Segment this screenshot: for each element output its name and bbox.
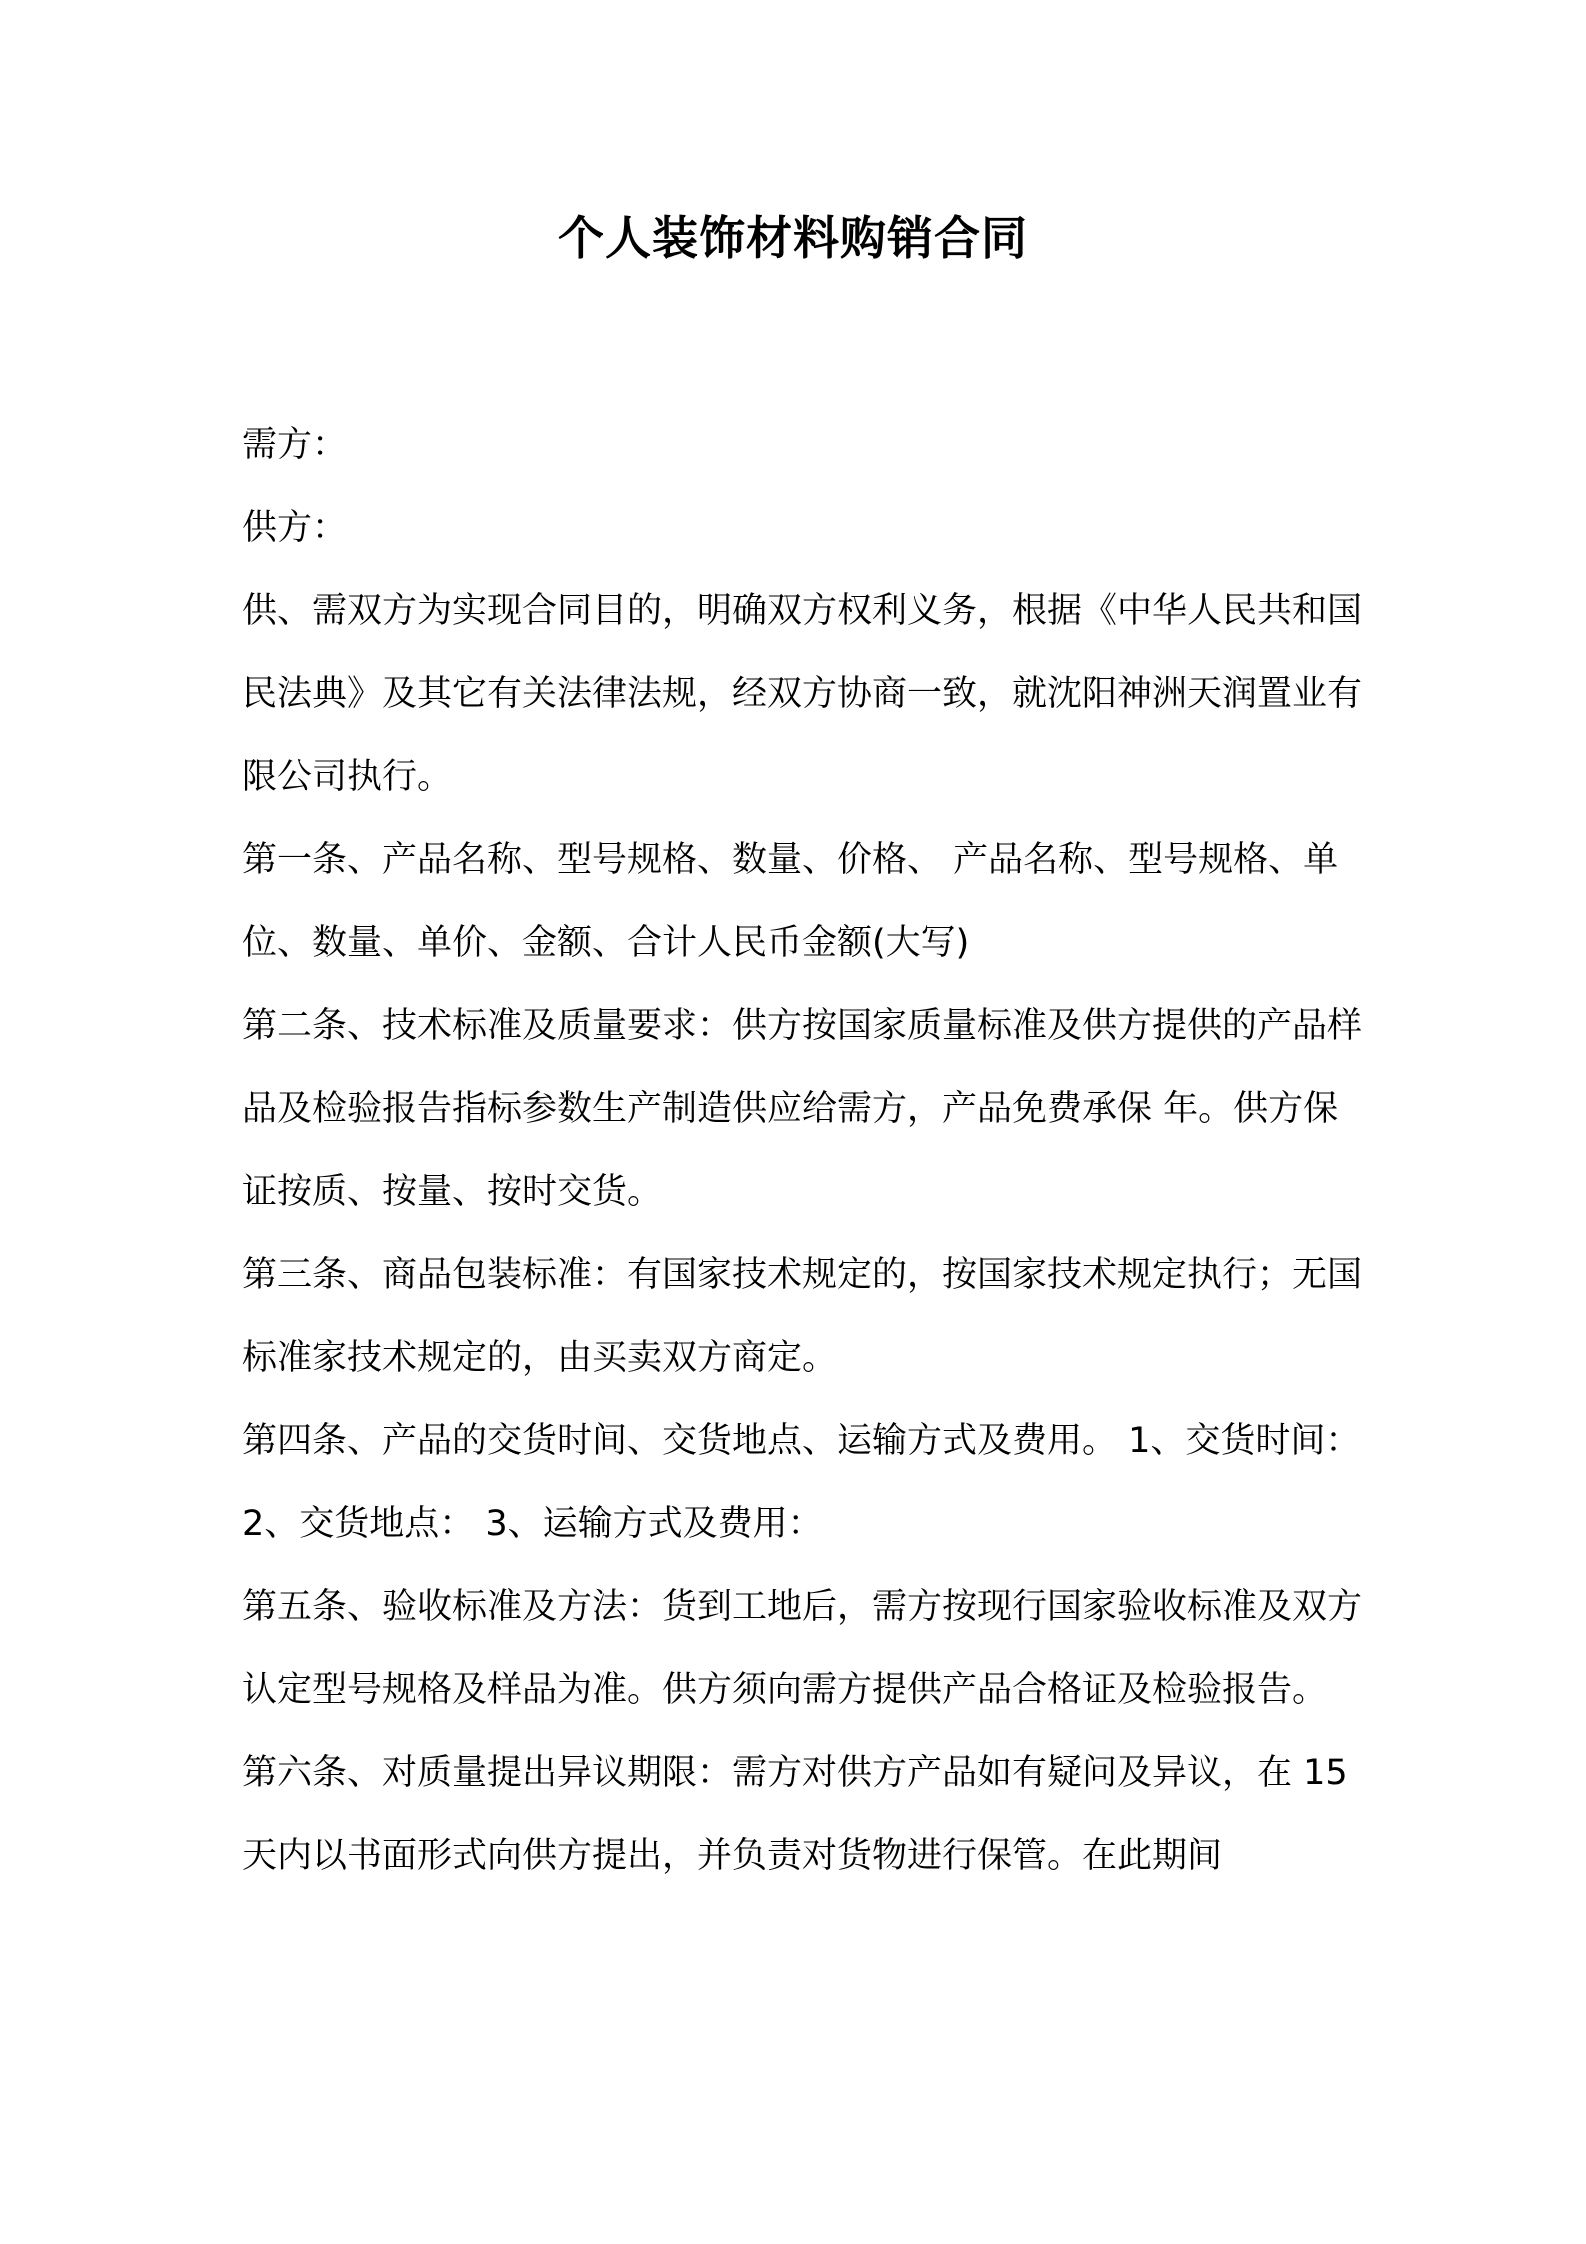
document-body: [242, 404, 1368, 1898]
paragraph-article-4: 第四条、产品的交货时间、交货地点、运输方式及费用。 1、交货时间： 2、交货地点： 3、运输方式及费用：: [242, 1421, 1361, 1544]
document-title: 个人装饰材料购销合同: [558, 211, 1028, 265]
paragraph-buyer: 需方：: [242, 425, 348, 465]
paragraph-preamble: 供、需双方为实现合同目的，明确双方权利义务，根据《中华人民共和国 民法典》及其它有关法律法规，经双方协商一致，就沈阳神洲天润置业有限公司执行。: [242, 591, 1363, 797]
paragraph-article-5: 第五条、验收标准及方法：货到工地后，需方按现行国家验收标准及双方认定型号规格及样品为准。供方须向需方提供产品合格证及检验报告。: [242, 1587, 1363, 1710]
paragraph-seller: 供方：: [242, 508, 348, 548]
paragraph-article-1: 第一条、产品名称、型号规格、数量、价格、 产品名称、型号规格、单位、数量、单价、金额、合计人民币金额(大写): [242, 840, 1339, 963]
paragraph-article-2: 第二条、技术标准及质量要求：供方按国家质量标准及供方提供的产品样品及检验报告指标参数生产制造供应给需方，产品免费承保 年。供方保证按质、按量、按时交货。: [242, 1006, 1363, 1212]
paragraph-article-6: 第六条、对质量提出异议期限：需方对供方产品如有疑问及异议，在 15 天内以书面形式向供方提出，并负责对货物进行保管。在此期间: [242, 1753, 1348, 1876]
paragraph-article-3: 第三条、商品包装标准：有国家技术规定的，按国家技术规定执行；无国标准家技术规定的，由买卖双方商定。: [242, 1255, 1363, 1378]
